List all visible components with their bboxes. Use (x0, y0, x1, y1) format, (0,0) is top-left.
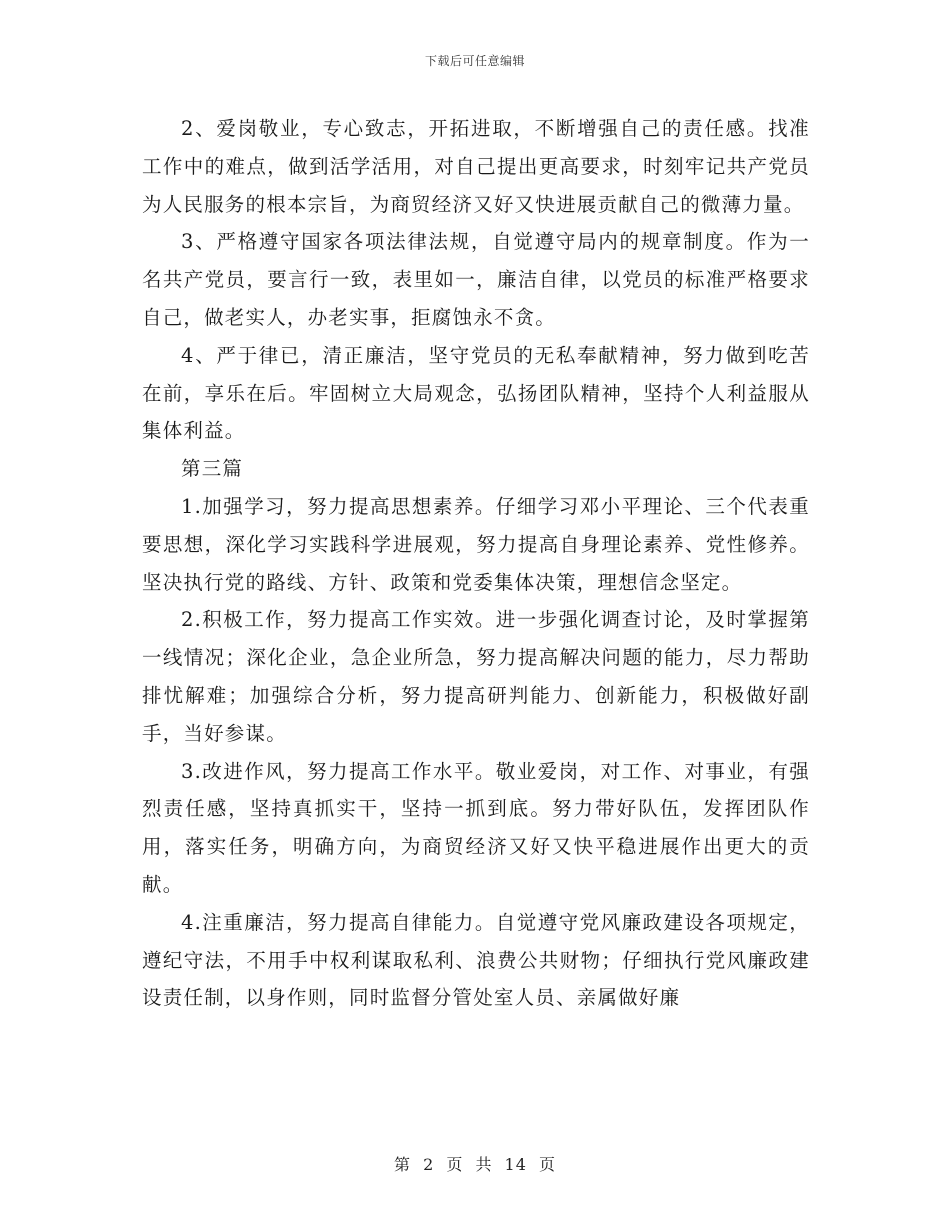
paragraph-2: 2、爱岗敬业，专心致志，开拓进取，不断增强自己的责任感。找准工作中的难点，做到活学活用，对自己提出更高要求，时刻牢记共产党员为人民服务的根本宗旨，为商贸经济又好又快进展贡献自己的微薄力量。 (142, 117, 810, 216)
page-header: 下载后可任意编辑 (424, 54, 525, 68)
section-paragraph-1: 1.加强学习，努力提高思想素养。仔细学习邓小平理论、三个代表重要思想，深化学习实践科学进展观，努力提高自身理论素养、党性修养。坚决执行党的路线、方针、政策和党委集体决策，理想信念坚定。 (142, 494, 810, 594)
paragraph-3: 3、严格遵守国家各项法律法规，自觉遵守局内的规章制度。作为一名共产党员，要言行一致，表里如一，廉洁自律，以党员的标准严格要求自己，做老实人，办老实事，拒腐蚀永不贪。 (142, 230, 810, 329)
section-title: 第三篇 (181, 457, 244, 481)
section-paragraph-3: 3.改进作风，努力提高工作水平。敬业爱岗，对工作、对事业，有强烈责任感，坚持真抓实干，坚持一抓到底。努力带好队伍，发挥团队作用，落实任务，明确方向，为商贸经济又好又快平稳进展作出更大的贡献。 (142, 759, 810, 896)
section-paragraph-2: 2.积极工作，努力提高工作实效。进一步强化调查讨论，及时掌握第一线情况；深化企业，急企业所急，努力提高解决问题的能力，尽力帮助排忧解难；加强综合分析，努力提高研判能力、创新能力，积极做好副手，当好参谋。 (142, 608, 810, 745)
page-footer: 第 2 页 共 14 页 (394, 1155, 556, 1174)
document-body (142, 110, 810, 1017)
section-paragraph-4: 4.注重廉洁，努力提高自律能力。自觉遵守党风廉政建设各项规定，遵纪守法，不用手中权利谋取私利、浪费公共财物；仔细执行党风廉政建设责任制，以身作则，同时监督分管处室人员、亲属做好廉 (142, 910, 810, 1010)
paragraph-4: 4、严于律已，清正廉洁，坚守党员的无私奉献精神，努力做到吃苦在前，享乐在后。牢固树立大局观念，弘扬团队精神，坚持个人利益服从集体利益。 (142, 343, 810, 443)
